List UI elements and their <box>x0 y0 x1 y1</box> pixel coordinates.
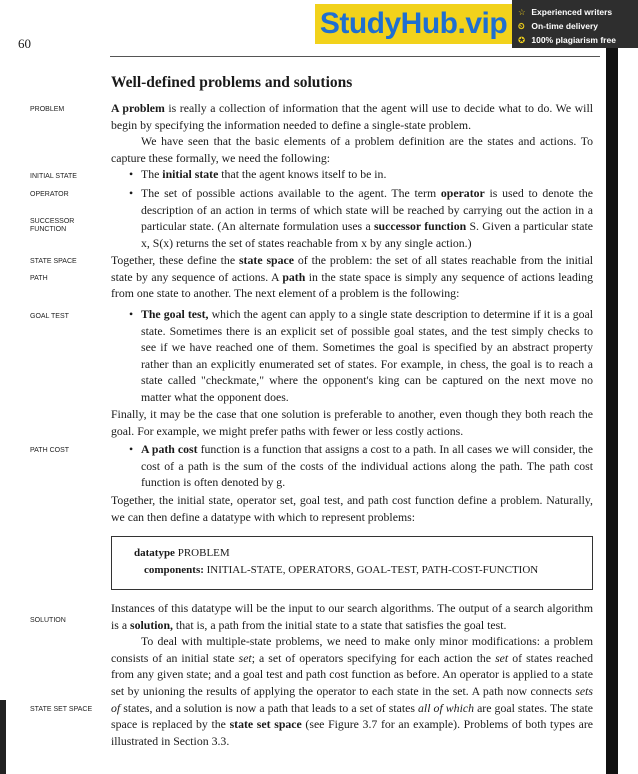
margin-note-problem: PROBLEM <box>30 106 65 113</box>
paragraph-finally: Finally, it may be the case that one solution is preferable to another, even though they both reach the goal. For example, we might prefer paths with fewer or less costly actions. <box>111 407 593 438</box>
ad-banner[interactable] <box>0 0 638 48</box>
scan-edge-left <box>0 700 6 774</box>
paragraph: A problem is really a collection of information that the agent will use to decide what to do. We will begin by specifying the information needed to define a single-state problem. <box>111 101 593 132</box>
clock-icon: ⏲ <box>518 21 525 31</box>
datatype-box <box>111 536 593 590</box>
margin-note-solution: SOLUTION <box>30 617 66 624</box>
paragraph-together: Together, the initial state, operator set, goal test, and path cost function define a problem. Naturally, we can then define a datatype with which to represent problems: <box>111 493 593 524</box>
paragraph: We have seen that the basic elements of a problem definition are the states and actions. To capture these formally, we need the following: <box>111 134 593 165</box>
promo-text: Experienced writers <box>531 7 613 17</box>
scan-edge-right <box>606 48 618 774</box>
promo-text: On-time delivery <box>531 21 598 31</box>
margin-note-goal-test: GOAL TEST <box>30 313 69 320</box>
margin-note-state-set-space: STATE SET SPACE <box>30 706 93 713</box>
margin-note-initial-state: INITIAL STATE <box>30 173 77 180</box>
badge-icon: ✪ <box>518 35 526 45</box>
paragraph-solution <box>111 600 593 749</box>
bullet-operator: • The set of possible actions available to the agent. The term operator is used to denote the description of an action in terms of which state will be reached by carrying out the action in a particular state. (An alternate formulation uses a successor function S. Given a particular state x, S(x) returns the set of states reachable from x by any single action.) <box>129 186 593 250</box>
bullet-goal-test: • The goal test, which the agent can apply to a single state description to determine if it is a goal state. Sometimes there is an explicit set of possible goal states, and the test simply checks to see if we have reached one of them. Sometimes the goal is specified by an abstract property rather than an explicitly enumerated set of states. For example, in chess, the goal is to reach a state called "checkmate," where the opponent's king can be captured on the next move no matter what the opponent does. <box>129 307 594 404</box>
margin-note-path: PATH <box>30 275 48 282</box>
paragraph: To deal with multiple-state problems, we need to make only minor modifications: a problem consists of an initial state set; a set of operators specifying for each action the set of states reached from any given state; and a goal test and path cost function as before. An operator is applied to a state set by unioning the results of applying the operator to each state in the set. A path now connects sets of states, and a solution is now a path that leads to a set of states all of which are goal states. The state space is replaced by the state set space (see Figure 3.7 for an example). Problems of both types are illustrated in Section 3.3. <box>111 634 594 748</box>
section-title: Well-defined problems and solutions <box>111 74 353 91</box>
bullet-path-cost: • A path cost function is a function that assigns a cost to a path. In all cases we will consider, the cost of a path is the sum of the costs of the individual actions along the path. The path cost function is often denoted by g. <box>129 442 594 490</box>
margin-note-successor-function: SUCCESSOR FUNCTION <box>30 218 75 233</box>
star-icon: ☆ <box>518 7 526 17</box>
promo-list <box>512 0 638 48</box>
promo-item <box>518 19 632 33</box>
paragraph: Instances of this datatype will be the input to our search algorithms. The output of a search algorithm is a solution, that is, a path from the initial state to a state that satisfies the goal test. <box>111 601 593 632</box>
bullet-initial-state: • The initial state that the agent knows itself to be in. <box>129 167 387 181</box>
promo-item <box>518 33 632 47</box>
margin-note-path-cost: PATH COST <box>30 447 70 454</box>
margin-note-state-space: STATE SPACE <box>30 258 77 265</box>
code-line: components: INITIAL-STATE, OPERATORS, GOAL-TEST, PATH-COST-FUNCTION <box>144 564 539 576</box>
header-rule <box>110 56 600 57</box>
paragraph-state-space: Together, these define the state space of the problem: the set of all states reachable from the initial state by any sequence of actions. A path in the state space is simply any sequence of actions leading from one state to another. The next element of a problem is the following: <box>111 253 594 301</box>
page-number: 60 <box>18 36 31 51</box>
promo-text: 100% plagiarism free <box>531 35 616 45</box>
intro-text <box>111 100 593 166</box>
promo-item <box>518 5 632 19</box>
code-line: datatype PROBLEM <box>134 547 230 559</box>
brand-logo[interactable]: StudyHub.vip <box>315 4 512 44</box>
margin-note-operator: OPERATOR <box>30 191 69 198</box>
